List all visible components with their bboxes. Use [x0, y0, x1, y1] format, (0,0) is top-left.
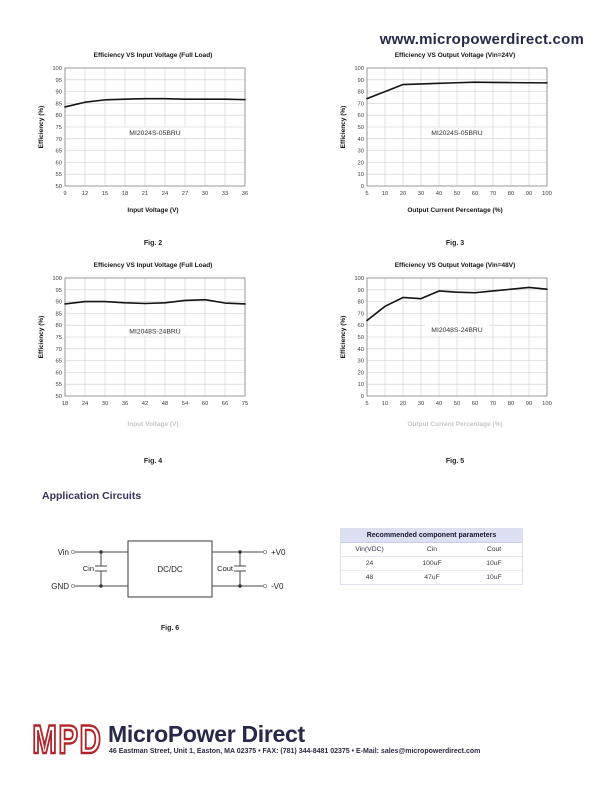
svg-text:50: 50 [357, 335, 364, 341]
svg-text:60: 60 [357, 323, 364, 330]
svg-text:40: 40 [435, 191, 443, 197]
svg-text:70: 70 [55, 346, 62, 353]
svg-text:20: 20 [357, 160, 364, 167]
cell-cout: 10uF [466, 557, 522, 571]
figure-2 [36, 50, 270, 247]
svg-text:55: 55 [55, 382, 62, 389]
svg-text:Efficiency (%): Efficiency (%) [38, 315, 45, 359]
terminal [71, 584, 74, 587]
svg-text:24: 24 [161, 191, 169, 197]
svg-text:MI2024S-05BRU: MI2024S-05BRU [431, 130, 483, 138]
table-title: Recommended component parameters [341, 529, 522, 543]
svg-text:0: 0 [360, 394, 364, 400]
table-header-row [341, 543, 522, 557]
company-address: 46 Eastman Street, Unit 1, Easton, MA 02375 • FAX: (781) 344-8481 02375 • E-Mail: sales@micropowerdirect.com [109, 748, 481, 755]
svg-text:65: 65 [55, 358, 62, 365]
svg-text:75: 75 [241, 401, 249, 407]
svg-text:100: 100 [52, 66, 62, 72]
svg-text:70: 70 [357, 101, 364, 108]
svg-text:Efficiency (%): Efficiency (%) [38, 105, 45, 149]
chart-title: Efficiency VS Input Voltage (Full Load) [93, 262, 213, 269]
svg-text:90: 90 [357, 77, 364, 84]
terminal [263, 584, 266, 587]
dcdc-label: DC/DC [157, 565, 183, 574]
chart-title: Efficiency VS Output Voltage (Vin=24V) [394, 52, 516, 59]
column-header: Cout [466, 543, 522, 557]
svg-text:100: 100 [542, 191, 552, 197]
svg-text:70: 70 [357, 311, 364, 318]
cout-label: Cout [217, 564, 233, 573]
svg-text:10: 10 [357, 382, 364, 389]
svg-text:80: 80 [55, 113, 62, 120]
efficiency-vs-output-chart [338, 62, 572, 200]
company-name: MicroPower Direct [108, 721, 305, 747]
section-heading-application-circuits: Application Circuits [42, 490, 142, 502]
svg-text:27: 27 [181, 191, 189, 197]
svg-text:100: 100 [354, 276, 364, 282]
svg-text:40: 40 [435, 401, 443, 407]
figure-caption: Fig. 5 [445, 458, 465, 465]
svg-text:75: 75 [55, 335, 62, 341]
svg-text:50: 50 [55, 184, 62, 190]
circuit-schematic [40, 537, 300, 609]
cell-vin: 24 [341, 557, 398, 571]
svg-text:80: 80 [507, 401, 515, 407]
svg-text:30: 30 [357, 148, 364, 155]
svg-text:Efficiency (%): Efficiency (%) [340, 105, 347, 149]
vin-label: Vin [57, 548, 69, 557]
cin-label: Cin [82, 564, 94, 573]
svg-text:70: 70 [489, 191, 497, 197]
svg-text:40: 40 [357, 346, 364, 353]
column-header: Vin(VDC) [341, 543, 398, 557]
terminal [263, 550, 266, 553]
junction-dot [238, 550, 241, 553]
vout-neg-label: -V0 [271, 582, 284, 591]
cell-cin: 47uF [424, 574, 440, 581]
figure-caption: Fig. 6 [160, 625, 180, 632]
svg-text:100: 100 [542, 401, 552, 407]
svg-text:100: 100 [354, 66, 364, 72]
svg-text:90: 90 [525, 191, 533, 197]
column-header: Cin [398, 543, 466, 557]
svg-text:80: 80 [357, 299, 364, 306]
svg-text:24: 24 [81, 401, 89, 407]
terminal [71, 550, 74, 553]
table-row [341, 557, 522, 571]
gnd-label: GND [51, 582, 69, 591]
x-axis-label: Output Current Percentage (%) [407, 421, 503, 428]
svg-text:0: 0 [360, 184, 364, 190]
svg-text:30: 30 [101, 401, 109, 407]
svg-text:85: 85 [55, 101, 62, 108]
junction-dot [99, 550, 102, 553]
svg-text:50: 50 [357, 125, 364, 131]
svg-text:36: 36 [241, 191, 249, 197]
svg-text:15: 15 [101, 191, 109, 197]
mpd-logo-icon [30, 718, 114, 762]
website-url: www.micropowerdirect.com [379, 31, 584, 48]
figure-5 [338, 260, 572, 465]
cell-vin: 48 [365, 574, 374, 581]
svg-text:18: 18 [121, 191, 129, 197]
svg-text:60: 60 [55, 370, 62, 377]
svg-text:85: 85 [55, 311, 62, 318]
junction-dot [238, 584, 241, 587]
svg-text:33: 33 [221, 191, 229, 197]
figure-caption: Fig. 4 [143, 458, 163, 465]
svg-text:90: 90 [55, 299, 62, 306]
svg-text:30: 30 [417, 191, 425, 197]
svg-text:60: 60 [55, 160, 62, 167]
svg-text:MI2024S-05BRU: MI2024S-05BRU [129, 130, 181, 138]
x-axis-label: Input Voltage (V) [127, 421, 179, 428]
efficiency-vs-input-chart [36, 62, 270, 200]
svg-text:50: 50 [453, 401, 461, 407]
svg-text:20: 20 [357, 370, 364, 377]
svg-text:20: 20 [399, 191, 407, 197]
svg-text:18: 18 [61, 401, 69, 407]
svg-text:5: 5 [365, 401, 369, 407]
svg-text:80: 80 [507, 191, 515, 197]
efficiency-vs-output-chart [338, 272, 572, 410]
svg-text:Efficiency (%): Efficiency (%) [340, 315, 347, 359]
svg-text:95: 95 [55, 77, 62, 84]
svg-text:30: 30 [201, 191, 209, 197]
application-circuit-diagram [40, 537, 300, 614]
svg-text:MI2048S-24BRU: MI2048S-24BRU [431, 327, 483, 335]
svg-text:30: 30 [357, 358, 364, 365]
svg-text:95: 95 [55, 287, 62, 294]
svg-text:10: 10 [381, 191, 389, 197]
mpd-logo [30, 718, 114, 767]
svg-text:40: 40 [357, 136, 364, 143]
svg-text:100: 100 [52, 276, 62, 282]
svg-text:10: 10 [357, 172, 364, 179]
svg-text:60: 60 [357, 113, 364, 120]
figure-4 [36, 260, 270, 465]
svg-text:9: 9 [63, 191, 67, 197]
cell-cout: 10uF [486, 574, 502, 581]
svg-text:70: 70 [55, 136, 62, 143]
svg-text:60: 60 [471, 401, 479, 407]
svg-text:54: 54 [181, 401, 189, 407]
svg-text:60: 60 [471, 191, 479, 197]
svg-text:50: 50 [55, 394, 62, 400]
svg-text:MI2048S-24BRU: MI2048S-24BRU [129, 328, 181, 336]
svg-text:90: 90 [357, 287, 364, 294]
efficiency-vs-input-chart [36, 272, 270, 410]
svg-text:90: 90 [525, 401, 533, 407]
svg-text:12: 12 [81, 191, 89, 197]
svg-text:90: 90 [55, 89, 62, 96]
svg-text:55: 55 [55, 172, 62, 179]
svg-text:65: 65 [55, 148, 62, 155]
vout-pos-label: +V0 [271, 548, 286, 557]
x-axis-label: Input Voltage (V) [127, 207, 179, 214]
component-parameters-table [340, 528, 523, 585]
figure-caption: Fig. 3 [445, 240, 465, 247]
svg-text:80: 80 [357, 89, 364, 96]
chart-title: Efficiency VS Output Voltage (Vin=48V) [394, 262, 516, 269]
svg-text:48: 48 [161, 401, 169, 407]
svg-text:20: 20 [399, 401, 407, 407]
svg-text:MPD: MPD [32, 718, 103, 762]
svg-text:42: 42 [141, 401, 149, 407]
svg-text:36: 36 [121, 401, 129, 407]
table-row [341, 571, 522, 585]
cell-cin: 100uF [398, 557, 466, 571]
svg-text:80: 80 [55, 323, 62, 330]
svg-text:66: 66 [221, 401, 229, 407]
svg-text:10: 10 [381, 401, 389, 407]
svg-text:5: 5 [365, 191, 369, 197]
svg-text:21: 21 [141, 191, 149, 197]
svg-text:75: 75 [55, 125, 62, 131]
chart-title: Efficiency VS Input Voltage (Full Load) [93, 52, 213, 59]
figure-caption: Fig. 2 [143, 240, 163, 247]
svg-text:70: 70 [489, 401, 497, 407]
x-axis-label: Output Current Percentage (%) [407, 207, 503, 214]
svg-text:30: 30 [417, 401, 425, 407]
junction-dot [99, 584, 102, 587]
figure-3 [338, 50, 572, 247]
svg-text:60: 60 [201, 401, 209, 407]
svg-text:50: 50 [453, 191, 461, 197]
